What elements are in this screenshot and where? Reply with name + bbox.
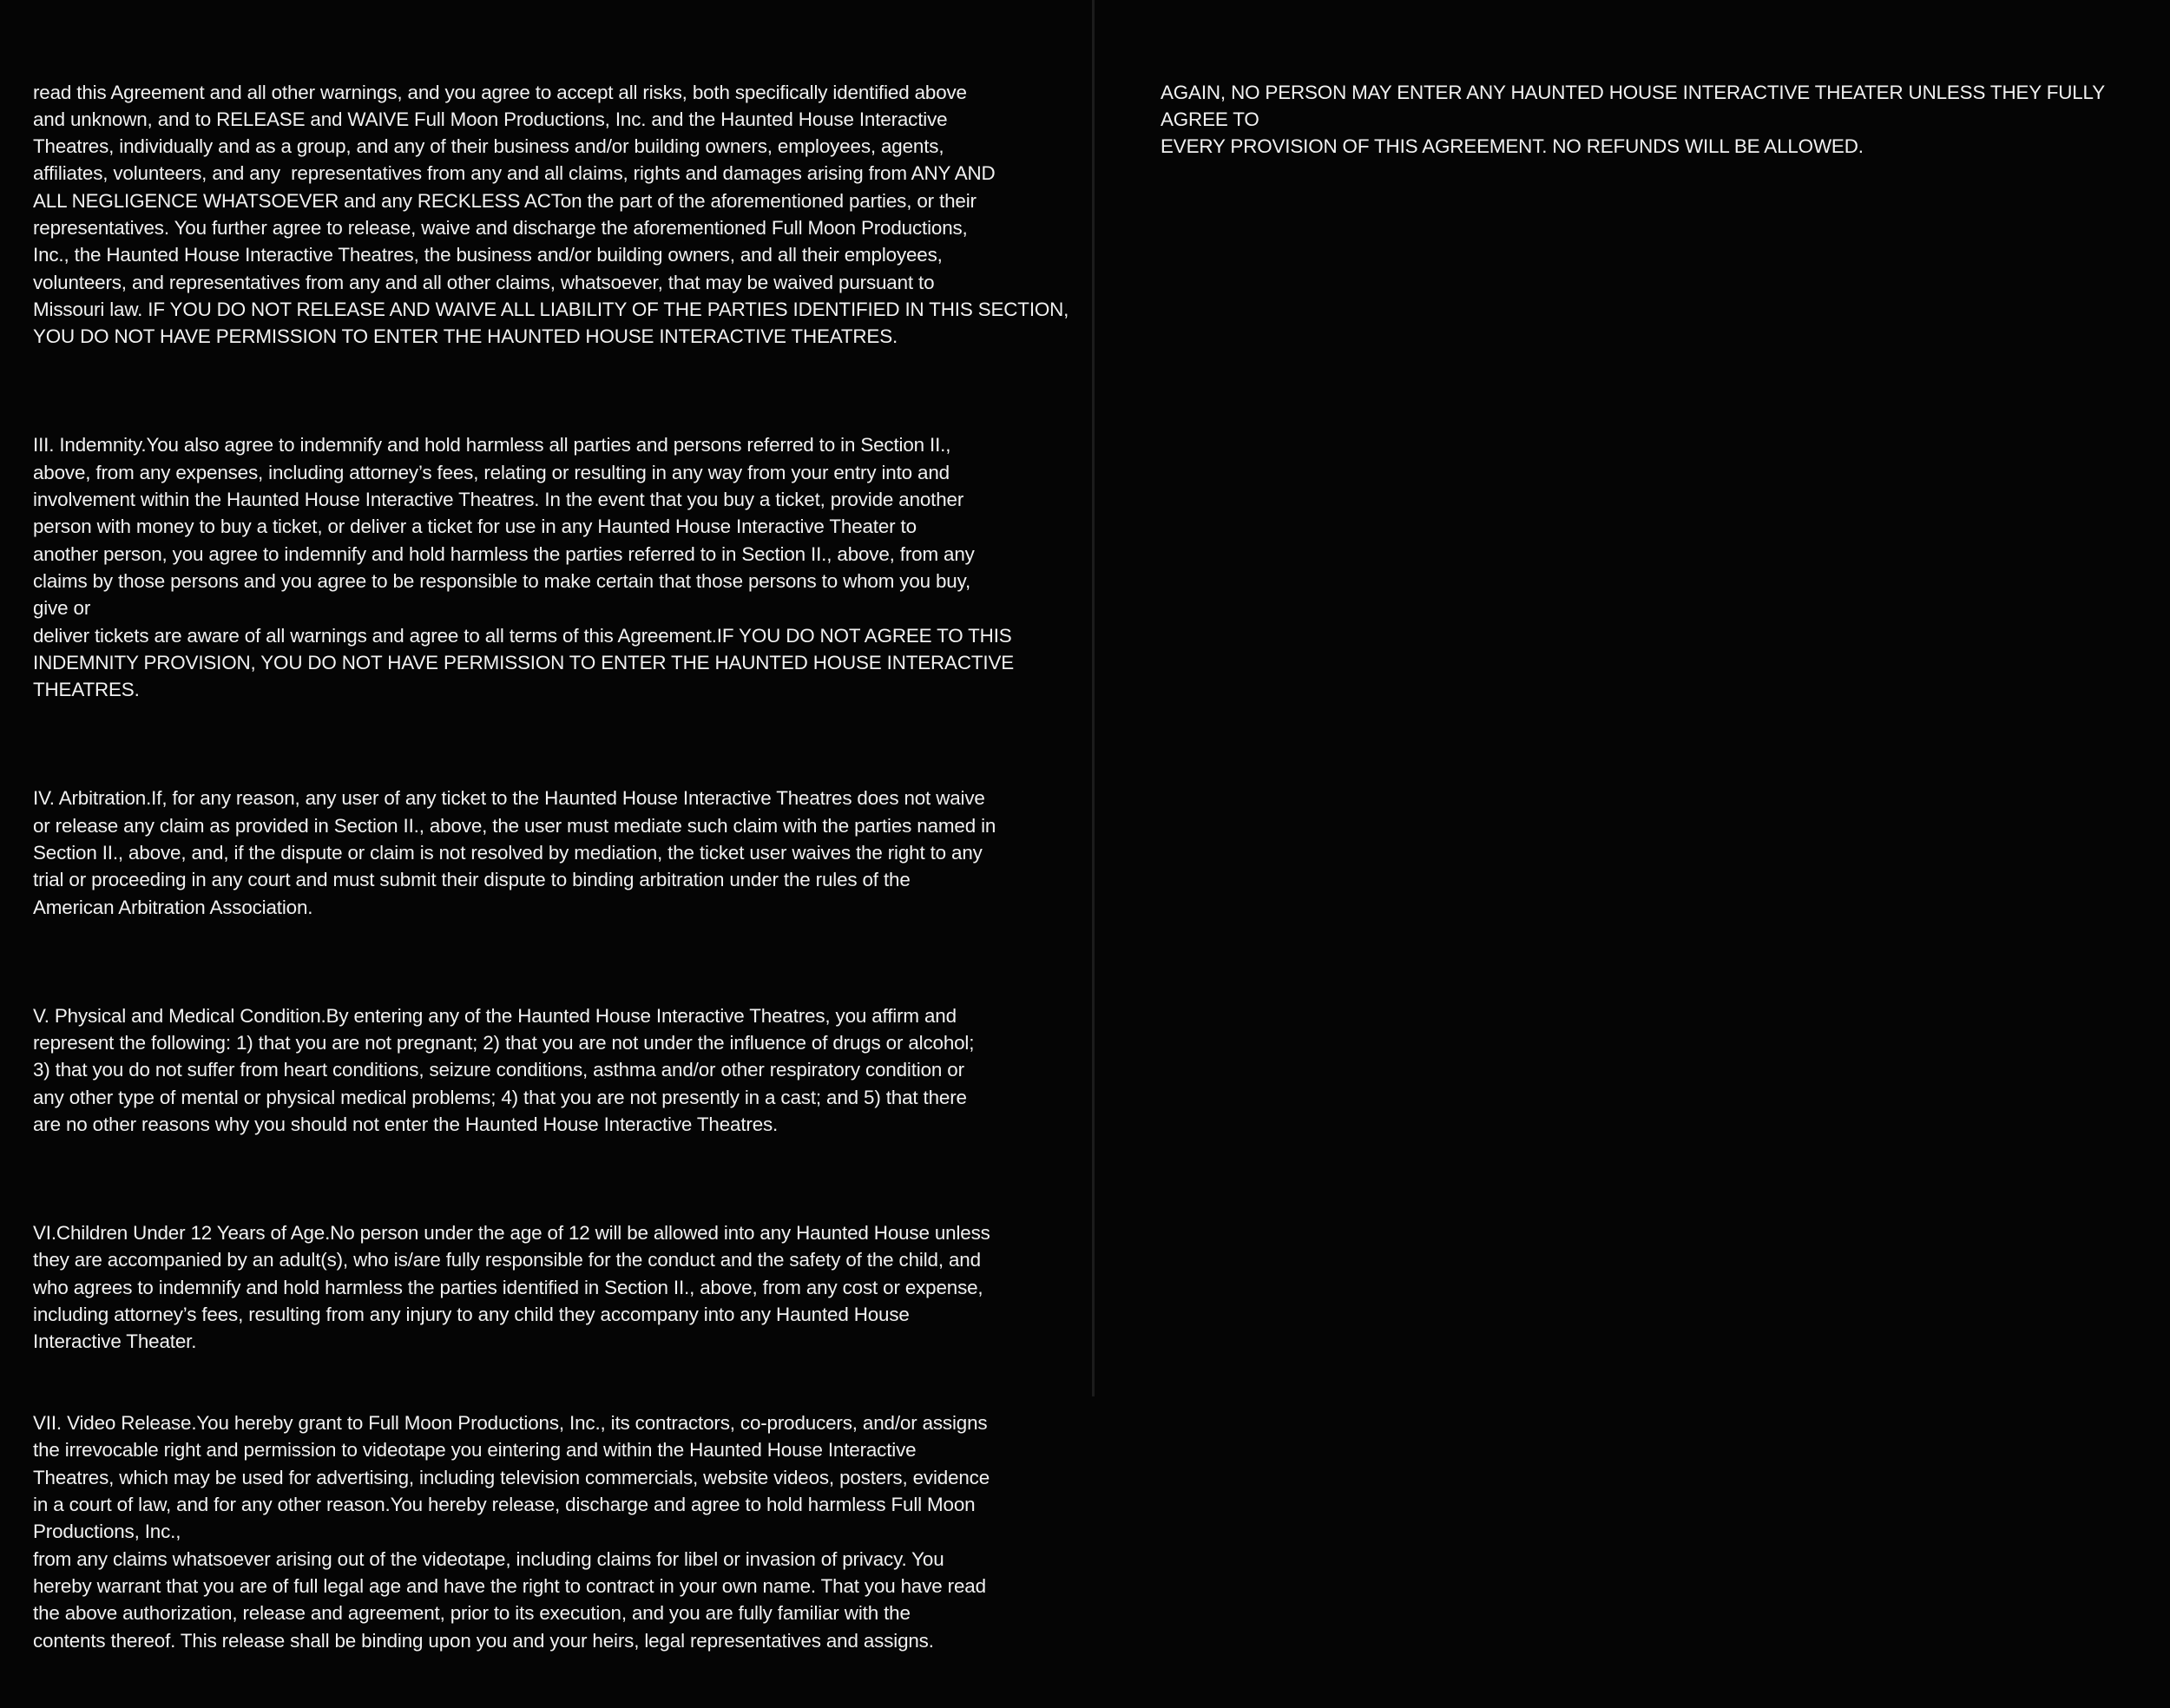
document-page-left: [0, 0, 1092, 1652]
video-release-section: VII. Video Release.You hereby grant to Full Moon Productions, Inc., its contractors, co-producers, and/or assigns the irrevocable right and permission to videotape you eintering and within the Haunted House Interactive Theatres, which may be used for advertising, including television commercials, website videos, posters, evidence in a court of law, and for any other reason.You hereby release, discharge and agree to hold harmless Full Moon Productions, Inc., from any claims whatsoever arising out of the videotape, including claims for libel or invasion of privacy. You hereby warrant that you are of full legal age and have the right to contract in your own name. That you have read the above authorization, release and agreement, prior to its execution, and you are fully familiar with the contents thereof. This release shall be binding upon you and your heirs, legal representatives and assigns.: [33, 1412, 990, 1652]
final-notice-paragraph: AGAIN, NO PERSON MAY ENTER ANY HAUNTED HOUSE INTERACTIVE THEATER UNLESS THEY FULLY AGREE TO EVERY PROVISION OF THIS AGREEMENT. NO REFUNDS WILL BE ALLOWED.: [1161, 81, 2105, 158]
physical-medical-condition-section: V. Physical and Medical Condition.By entering any of the Haunted House Interactive Theatres, you affirm and represent the following: 1) that you are not pregnant; 2) that you are not under the influence of drugs or alcohol; 3) that you do not suffer from heart conditions, seizure conditions, asthma and/or other respiratory condition or any other type of mental or physical medical problems; 4) that you are not presently in a cast; and 5) that there are no other reasons why you should not enter the Haunted House Interactive Theatres.: [33, 1004, 975, 1135]
arbitration-section: IV. Arbitration.If, for any reason, any user of any ticket to the Haunted House Interactive Theatres does not waive or release any claim as provided in Section II., above, the user must mediate such claim with the parties named in Section II., above, and, if the dispute or claim is not resolved by mediation, the ticket user waives the right to any trial or proceeding in any court and must submit their dispute to binding arbitration under the rules of the American Arbitration Association.: [33, 787, 996, 918]
document-page-right: [1095, 0, 2170, 1396]
children-under-12-section: VI.Children Under 12 Years of Age.No person under the age of 12 will be allowed into any Haunted House unless they are accompanied by an adult(s), who is/are fully responsible for the conduct and the safety of the child, and who agrees to indemnify and hold harmless the parties identified in Section II., above, from any cost or expense, including attorney’s fees, resulting from any injury to any child they accompany into any Haunted House Interactive Theater.: [33, 1222, 990, 1353]
page-right-text: [1161, 24, 2159, 214]
release-waiver-paragraph: read this Agreement and all other warnings, and you agree to accept all risks, both specifically identified above and unknown, and to RELEASE and WAIVE Full Moon Productions, Inc. and the Haunted House Interactive Theatres, individually and as a group, and any of their business and/or building owners, employees, agents, affiliates, volunteers, and any representatives from any and all claims, rights and damages arising from ANY AND ALL NEGLIGENCE WHATSOEVER and any RECKLESS ACTon the part of the aforementioned parties, or their representatives. You further agree to release, waive and discharge the aforementioned Full Moon Productions, Inc., the Haunted House Interactive Theatres, the business and/or building owners, and all their employees, volunteers, and representatives from any and all other claims, whatsoever, that may be waived pursuant to Missouri law. IF YOU DO NOT RELEASE AND WAIVE ALL LIABILITY OF THE PARTIES IDENTIFIED IN THIS SECTION, YOU DO NOT HAVE PERMISSION TO ENTER THE HAUNTED HOUSE INTERACTIVE THEATRES.: [33, 81, 1069, 348]
indemnity-section: III. Indemnity.You also agree to indemnify and hold harmless all parties and persons referred to in Section II., above, from any expenses, including attorney’s fees, relating or resulting in any way from your entry into and involvement within the Haunted House Interactive Theatres. In the event that you buy a ticket, provide another person with money to buy a ticket, or deliver a ticket for use in any Haunted House Interactive Theater to another person, you agree to indemnify and hold harmless the parties referred to in Section II., above, from any claims by those persons and you agree to be responsible to make certain that those persons to whom you buy, give or deliver tickets are aware of all warnings and agree to all terms of this Agreement.IF YOU DO NOT AGREE TO THIS INDEMNITY PROVISION, YOU DO NOT HAVE PERMISSION TO ENTER THE HAUNTED HOUSE INTERACTIVE THEATRES.: [33, 434, 1015, 701]
page-left-text: [33, 24, 1079, 1708]
